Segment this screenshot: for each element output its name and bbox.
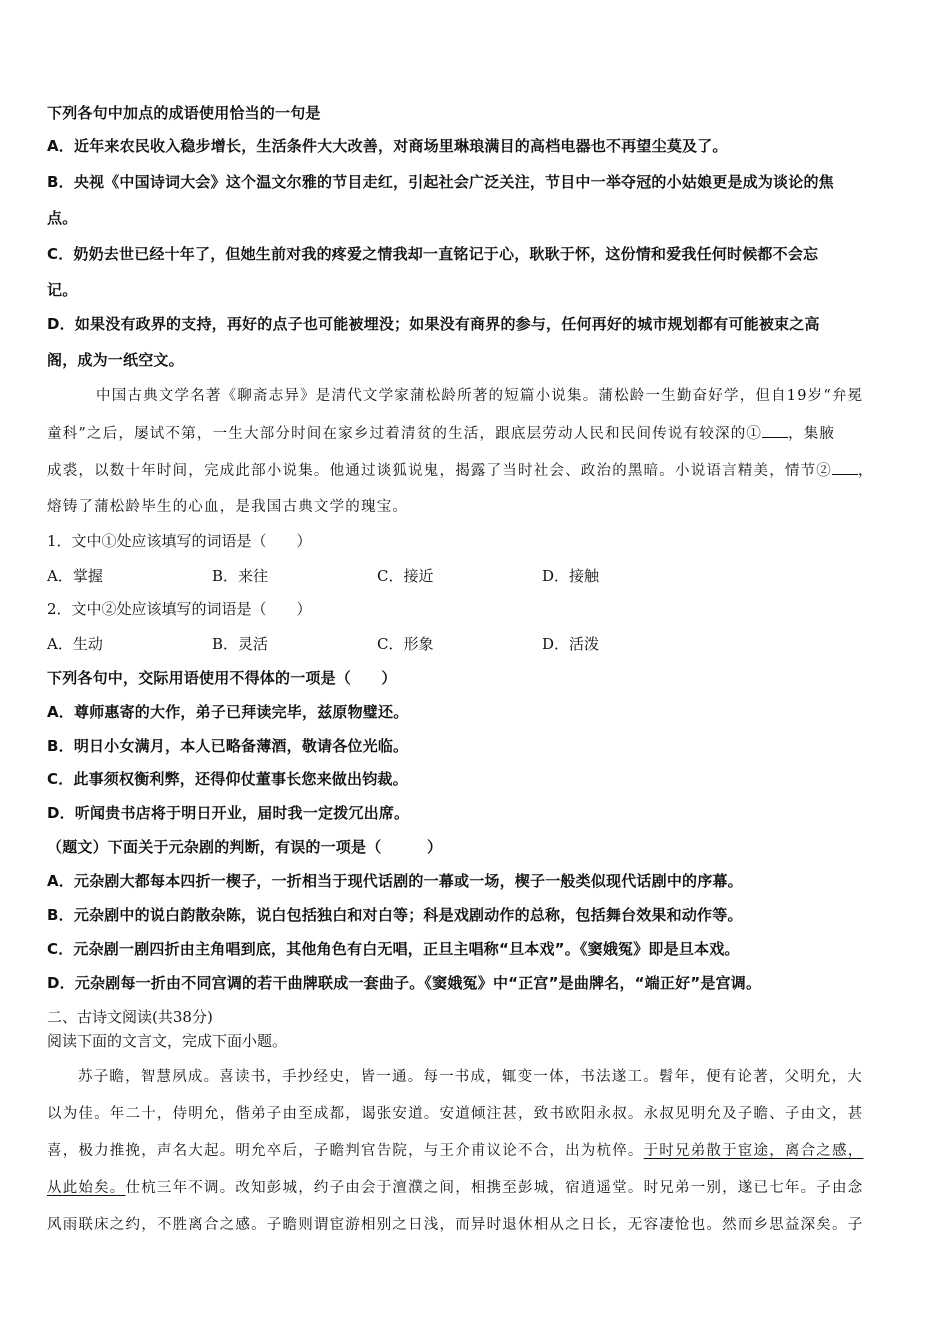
question-idioms-option-b-line1: B．央视《中国诗词大会》这个温文尔雅的节目走红，引起社会广泛关注，节目中一举夺冠的小姑娘更是成为谈论的焦 <box>47 173 834 191</box>
question-idioms-option-a: A．近年来农民收入稳步增长，生活条件大大改善，对商场里琳琅满目的高档电器也不再望尘莫及了。 <box>47 137 728 155</box>
question-drama-stem: （题文）下面关于元杂剧的判断，有误的一项是（ ） <box>47 838 443 856</box>
question-polite-option-a: A．尊师惠寄的大作，弟子已拜读完毕，兹原物璧还。 <box>47 703 409 721</box>
question-idioms-option-d-line2: 阁，成为一纸空文。 <box>47 351 184 369</box>
question-drama-option-d: D．元杂剧每一折由不同宫调的若干曲牌联成一套曲子。《窦娥冤》中“正宫”是曲牌名，“端正好”是宫调。 <box>47 974 762 992</box>
question-idioms-stem: 下列各句中加点的成语使用恰当的一句是 <box>47 104 321 122</box>
question-idioms-option-c-line2: 记。 <box>47 281 78 299</box>
q1-option-a: A．掌握 <box>47 567 103 585</box>
q2-stem: 2．文中②处应该填写的词语是（ ） <box>47 600 312 618</box>
question-polite-option-d: D．听闻贵书店将于明日开业，届时我一定拨冗出席。 <box>47 804 410 822</box>
passage2-line3: 喜，极力推挽，声名大起。明允卒后，子瞻判官告院，与王介甫议论不合，出为杭倅。于时兄弟散于宦途，离合之感， <box>47 1143 864 1159</box>
passage2-line1: 苏子瞻，智慧夙成。喜读书，手抄经史，皆一通。每一书成，辄变一体，书法遂工。髫年，便有论著，父明允，大 <box>78 1069 863 1085</box>
question-polite-option-b: B．明日小女满月，本人已略备薄酒，敬请各位光临。 <box>47 737 409 755</box>
passage1-line2: 童科”之后，屡试不第，一生大部分时间在家乡过着清贫的生活，跟底层劳动人民和民间传说有较深的① ，集腋 <box>47 423 835 444</box>
passage1-line1: 中国古典文学名著《聊斋志异》是清代文学家蒲松龄所著的短篇小说集。蒲松龄一生勤奋好学，但自19岁“弁冕 <box>96 388 864 404</box>
blank-1 <box>762 423 788 438</box>
passage2-line4: 从此始矣。仕杭三年不调。改知彭城，约子由会于澶濮之间，相携至彭城，宿逍遥堂。时兄弟一别，遂已七年。子由念 <box>47 1180 864 1196</box>
underlined-sentence-part1: 于时兄弟散于宦途，离合之感， <box>643 1143 864 1159</box>
question-idioms-option-d-line1: D．如果没有政界的支持，再好的点子也可能被埋没；如果没有商界的参与，任何再好的城市规划都有可能被束之高 <box>47 315 820 333</box>
question-polite-stem: 下列各句中，交际用语使用不得体的一项是（ ） <box>47 669 397 687</box>
section2-instruction: 阅读下面的文言文，完成下面小题。 <box>47 1032 288 1050</box>
underlined-sentence-part2: 从此始矣。 <box>47 1180 126 1196</box>
q1-stem: 1．文中①处应该填写的词语是（ ） <box>47 532 312 550</box>
passage2-line5: 风雨联床之约，不胜离合之感。子瞻则谓宦游相别之日浅，而异时退休相从之日长，无容凄怆也。然而乡思益深矣。子 <box>47 1217 864 1233</box>
question-idioms-option-b-line2: 点。 <box>47 209 78 227</box>
question-drama-option-c: C．元杂剧一剧四折由主角唱到底，其他角色有白无唱，正旦主唱称“旦本戏”。《窦娥冤》即是旦本戏。 <box>47 940 740 958</box>
passage1-line4: 熔铸了蒲松龄毕生的心血，是我国古典文学的瑰宝。 <box>47 499 409 515</box>
question-polite-option-c: C．此事须权衡利弊，还得仰仗董事长您来做出钧裁。 <box>47 770 408 788</box>
blank-2 <box>832 460 858 475</box>
passage1-line3: 成裘，以数十年时间，完成此部小说集。他通过谈狐说鬼，揭露了当时社会、政治的黑暗。小说语言精美，情节② ， <box>47 460 874 481</box>
q2-option-c: C．形象 <box>377 635 434 653</box>
question-drama-option-b: B．元杂剧中的说白韵散杂陈，说白包括独白和对白等；科是戏剧动作的总称，包括舞台效果和动作等。 <box>47 906 743 924</box>
passage2-line2: 以为佳。年二十，侍明允，偕弟子由至成都，谒张安道。安道倾注甚，致书欧阳永叔。永叔见明允及子瞻、子由文，甚 <box>47 1106 864 1122</box>
section2-title: 二、古诗文阅读(共38分) <box>47 1008 213 1026</box>
question-drama-option-a: A．元杂剧大都每本四折一楔子，一折相当于现代话剧的一幕或一场，楔子一般类似现代话剧中的序幕。 <box>47 872 743 890</box>
q2-option-a: A．生动 <box>47 635 103 653</box>
question-idioms-option-c-line1: C．奶奶去世已经十年了，但她生前对我的疼爱之情我却一直铭记于心，耿耿于怀，这份情和爱我任何时候都不会忘 <box>47 245 819 263</box>
q2-option-d: D．活泼 <box>542 635 600 653</box>
q2-option-b: B．灵活 <box>212 635 269 653</box>
q1-option-b: B．来往 <box>212 567 269 585</box>
q1-option-c: C．接近 <box>377 567 434 585</box>
q1-option-d: D．接触 <box>542 567 600 585</box>
